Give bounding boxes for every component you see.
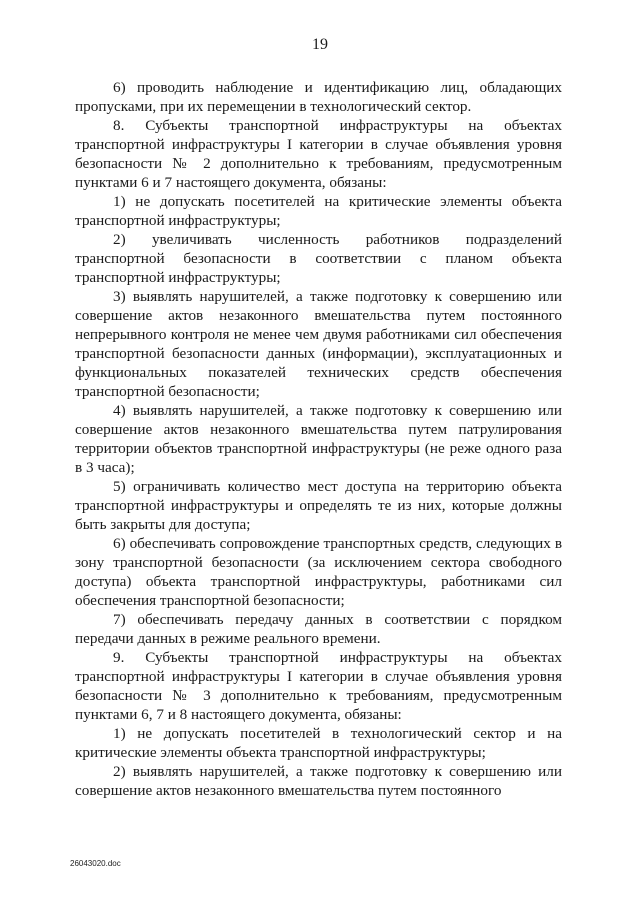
footer-filename: 26043020.doc [70, 859, 121, 868]
paragraph-clause-8-item-6: 6) обеспечивать сопровождение транспортных средств, следующих в зону транспортной безопасности (за исключением сектора свободного доступа) объекта транспортной инфраструктуры, работниками сил обеспечения транспортной безопасности; [75, 535, 562, 609]
paragraph-item-6-observation: 6) проводить наблюдение и идентификацию лиц, обладающих пропусками, при их перемещении в технологический сектор. [75, 79, 562, 115]
paragraph-clause-8-item-1: 1) не допускать посетителей на критические элементы объекта транспортной инфраструктуры; [75, 193, 562, 229]
page-number: 19 [312, 36, 328, 53]
paragraph-clause-9-item-2: 2) выявлять нарушителей, а также подготовку к совершению или совершение актов незаконного вмешательства путем постоянного [75, 763, 562, 799]
paragraph-clause-8-item-3: 3) выявлять нарушителей, а также подготовку к совершению или совершение актов незаконного вмешательства путем постоянного непрерывного контроля не менее чем двумя работниками сил обеспечения транспортной безопасности данных (информации), эксплуатационных и функциональных показателей технических средств обеспечения транспортной безопасности; [75, 288, 562, 400]
paragraph-clause-8-item-2: 2) увеличивать численность работников подразделений транспортной безопасности в соответствии с планом объекта транспортной инфраструктуры; [75, 231, 562, 286]
paragraph-clause-9: 9. Субъекты транспортной инфраструктуры на объектах транспортной инфраструктуры I категории в случае объявления уровня безопасности № 3 дополнительно к требованиям, предусмотренным пунктами 6, 7 и 8 настоящего документа, обязаны: [75, 649, 562, 723]
paragraph-clause-8: 8. Субъекты транспортной инфраструктуры на объектах транспортной инфраструктуры I категории в случае объявления уровня безопасности № 2 дополнительно к требованиям, предусмотренным пунктами 6 и 7 настоящего документа, обязаны: [75, 117, 562, 191]
paragraph-clause-8-item-4: 4) выявлять нарушителей, а также подготовку к совершению или совершение актов незаконного вмешательства путем патрулирования территории объектов транспортной инфраструктуры (не реже одного раза в 3 часа); [75, 402, 562, 476]
paragraph-clause-8-item-7: 7) обеспечивать передачу данных в соответствии с порядком передачи данных в режиме реального времени. [75, 611, 562, 647]
document-body [75, 78, 562, 800]
paragraph-clause-8-item-5: 5) ограничивать количество мест доступа на территорию объекта транспортной инфраструктуры и определять те из них, которые должны быть закрыты для доступа; [75, 478, 562, 533]
paragraph-clause-9-item-1: 1) не допускать посетителей в технологический сектор и на критические элементы объекта транспортной инфраструктуры; [75, 725, 562, 761]
